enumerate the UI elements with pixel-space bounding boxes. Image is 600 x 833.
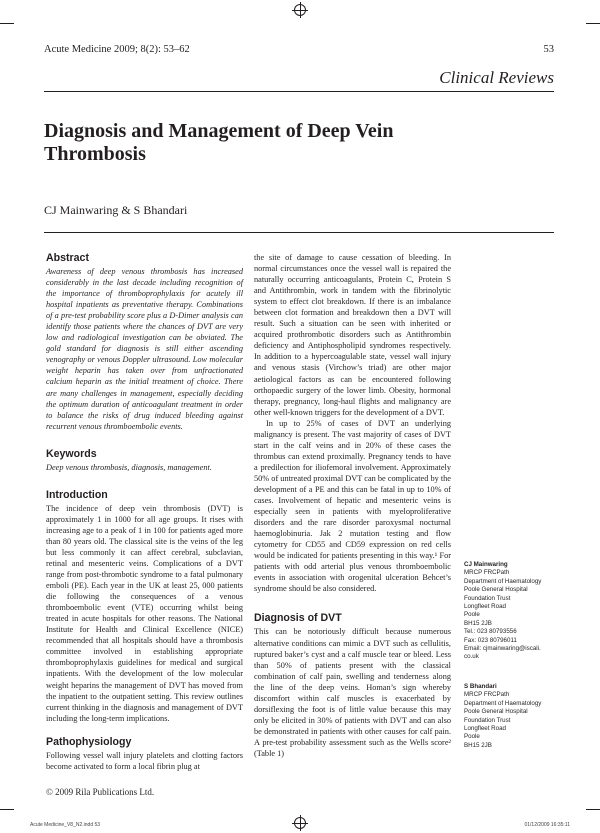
affiliation-line: Poole	[464, 733, 480, 741]
abstract-heading: Abstract	[46, 252, 89, 264]
title-line: Diagnosis and Management of Deep Vein	[44, 120, 394, 142]
affiliation-line: Foundation Trust	[464, 594, 511, 602]
affiliation-email[interactable]: Email: cjmainwaring@iscali.	[464, 645, 541, 653]
affiliation-line: BH15 2JB	[464, 619, 492, 627]
pathophysiology-heading: Pathophysiology	[46, 735, 132, 748]
affiliation-line: BH15 2JB	[464, 741, 492, 749]
affiliation-line: Poole General Hospital	[464, 708, 528, 716]
abstract-text: Awareness of deep venous thrombosis has increased considerably in the last decade including recognition of the importance of thromboprophylaxis for acutely ill hospital inpatients as preventative therapy. Combinations of a pre-test probability score plus a D-Dimer analysis can identify those patients where the chances of DVT are very low and radiological investigation can be obviated. The gold standard for diagnosis is still either ascending venography or venous Doppler ultrasound. Low molecular weight heparin has taken over from unfractionated calcium heparin as the initial treatment of choice. There are many challenges in management, especially deciding the optimum duration of anticoagulant treatment in order to balance the risks of drug induced bleeding against recurrent venous thromboembolic events.	[46, 267, 243, 431]
print-slug-right: 01/12/2009 16:35:11	[524, 822, 570, 828]
copyright: © 2009 Rila Publications Ltd.	[46, 787, 155, 797]
affiliation-line: Longfleet Road	[464, 725, 506, 733]
crop-mark	[0, 23, 14, 24]
header-rule	[44, 91, 554, 92]
affiliation-author1	[464, 561, 556, 662]
crop-mark	[586, 809, 600, 810]
affiliation-name: S Bhandari	[464, 683, 497, 690]
print-slug-left: Acute Medicine_V8_N2.indd 53	[30, 822, 101, 828]
affiliation-line: Poole General Hospital	[464, 586, 528, 594]
affiliation-line: Foundation Trust	[464, 716, 511, 724]
right-column	[254, 252, 451, 759]
crop-mark	[0, 809, 14, 810]
title-line: Thrombosis	[44, 143, 146, 165]
diagnosis-heading: Diagnosis of DVT	[254, 612, 342, 625]
keywords-heading: Keywords	[46, 447, 97, 460]
body-paragraph: In up to 25% of cases of DVT an underlying malignancy is present. The vast majority of cases of DVT start in the calf veins and in 20% of these cases the thrombus can extend proximally. Pregnancy tends to have a predilection for iliofemoral involvement. Approximately 50% of untreated proximal DVT can be complicated by the development of a PE and this can be fatal in up to 10% of cases. Involvement of hepatic and mesenteric veins is especially seen in patients with myeloproliferative disorders and the rare disorder paroxysmal nocturnal haemoglobinuria. Jak 2 mutation testing and flow cytometry for CD55 and CD59 expression on red cells would be indicated for patients presenting in this way.¹ For patients with odd arterial plus venous thromboembolic events in association with orogenital ulceration Behcet’s syndrome should be also considered.	[254, 418, 451, 594]
section-label: Clinical Reviews	[439, 68, 554, 87]
left-column	[46, 252, 243, 772]
affiliation-line: MRCP FRCPath	[464, 691, 510, 699]
affiliation-line: MRCP FRCPath	[464, 569, 510, 577]
affiliation-line: Fax: 023 80796011	[464, 636, 517, 644]
article-title	[44, 120, 554, 166]
title-rule	[44, 232, 554, 233]
affiliation-line: Department of Haematology	[464, 577, 542, 585]
introduction-heading: Introduction	[46, 488, 108, 501]
introduction-text: The incidence of deep vein thrombosis (DVT) is approximately 1 in 1000 for all age groups. It rises with increasing age to a peak of 1 in 100 for patients aged more than 80 years old. The classical site is the veins of the leg but less commonly it can affect cerebral, subclavian, retinal and mesenteric veins. Complications of a DVT range from post-thrombotic syndrome to a fatal pulmonary emboli (PE). Each year in the UK at least 25, 000 patients die following the consequences of a venous thromboembolic event (VTE) occurring whilst being treated in acute hospitals for other reasons. The National Institute for Health and Clinical Excellence (NICE) recommended that all hospitals should have a thrombosis committee involved in establishing appropriate thromboprophylaxis guidelines for medical and surgical inpatients. With the development of the low molecular weight heparins the management of DVT has moved from the inpatient to the outpatient setting. This review outlines current thinking in the diagnosis and management of DVT including the long-term implications.	[46, 503, 243, 723]
affiliation-line: Longfleet Road	[464, 603, 506, 611]
body-paragraph: the site of damage to cause cessation of bleeding. In normal circumstances once the vessel wall is repaired the naturally occurring anticoagulants, Protein C, Protein S and Antithrombin, work in tandem with the fibrinolytic system to effect clot breakdown. If there is an imbalance between clot formation and breakdown then a DVT will result. Such a situation can be seen with inherited or acquired prothrombotic disorders such as Antithrombin deficiency and Antiphospholipid syndromes respectively. In addition to a hypercoagulable state, vessel wall injury and venous stasis (Virchow’s triad) are other major aetiological factors as can be encountered following orthopaedic surgery of the lower limb. Obesity, hormonal therapy, pregnancy, long-haul flights and malignancy are other well-known triggers for the development of a DVT.	[254, 253, 451, 417]
registration-mark-top	[294, 4, 306, 16]
affiliation-line: Department of Haematology	[464, 699, 542, 707]
page-number: 53	[543, 44, 554, 55]
keywords-text: Deep venous thrombosis, diagnosis, management.	[46, 462, 212, 472]
crop-mark	[586, 23, 600, 24]
affiliation-line: Poole	[464, 611, 480, 619]
affiliation-line: Tel.: 023 80793556	[464, 628, 517, 636]
authors: CJ Mainwaring & S Bhandari	[44, 203, 188, 217]
affiliation-author2	[464, 683, 556, 750]
diagnosis-text: This can be notoriously difficult because numerous alternative conditions can mimic a DVT such as cellulitis, ruptured baker’s cyst and a calf muscle tear or bleed. Less than 50% of patients present with the classical combination of calf pain, swelling and tenderness along the line of the deep veins. Homan’s sign whereby discomfort within calf muscles is exacerbated by dorsiflexing the foot is of little value because this may only be elicited in 30% of patients with DVT and can also be demonstrated in patients with other causes for calf pain. A pre-test probability assessment such as the Wells score² (Table 1)	[254, 627, 451, 758]
registration-mark-bottom	[294, 817, 306, 829]
affiliation-email[interactable]: co.uk	[464, 653, 479, 661]
journal-citation: Acute Medicine 2009; 8(2): 53–62	[44, 44, 190, 55]
pathophysiology-text: Following vessel wall injury platelets and clotting factors become activated to form a local fibrin plug at	[46, 750, 243, 771]
affiliation-name: CJ Mainwaring	[464, 561, 508, 568]
